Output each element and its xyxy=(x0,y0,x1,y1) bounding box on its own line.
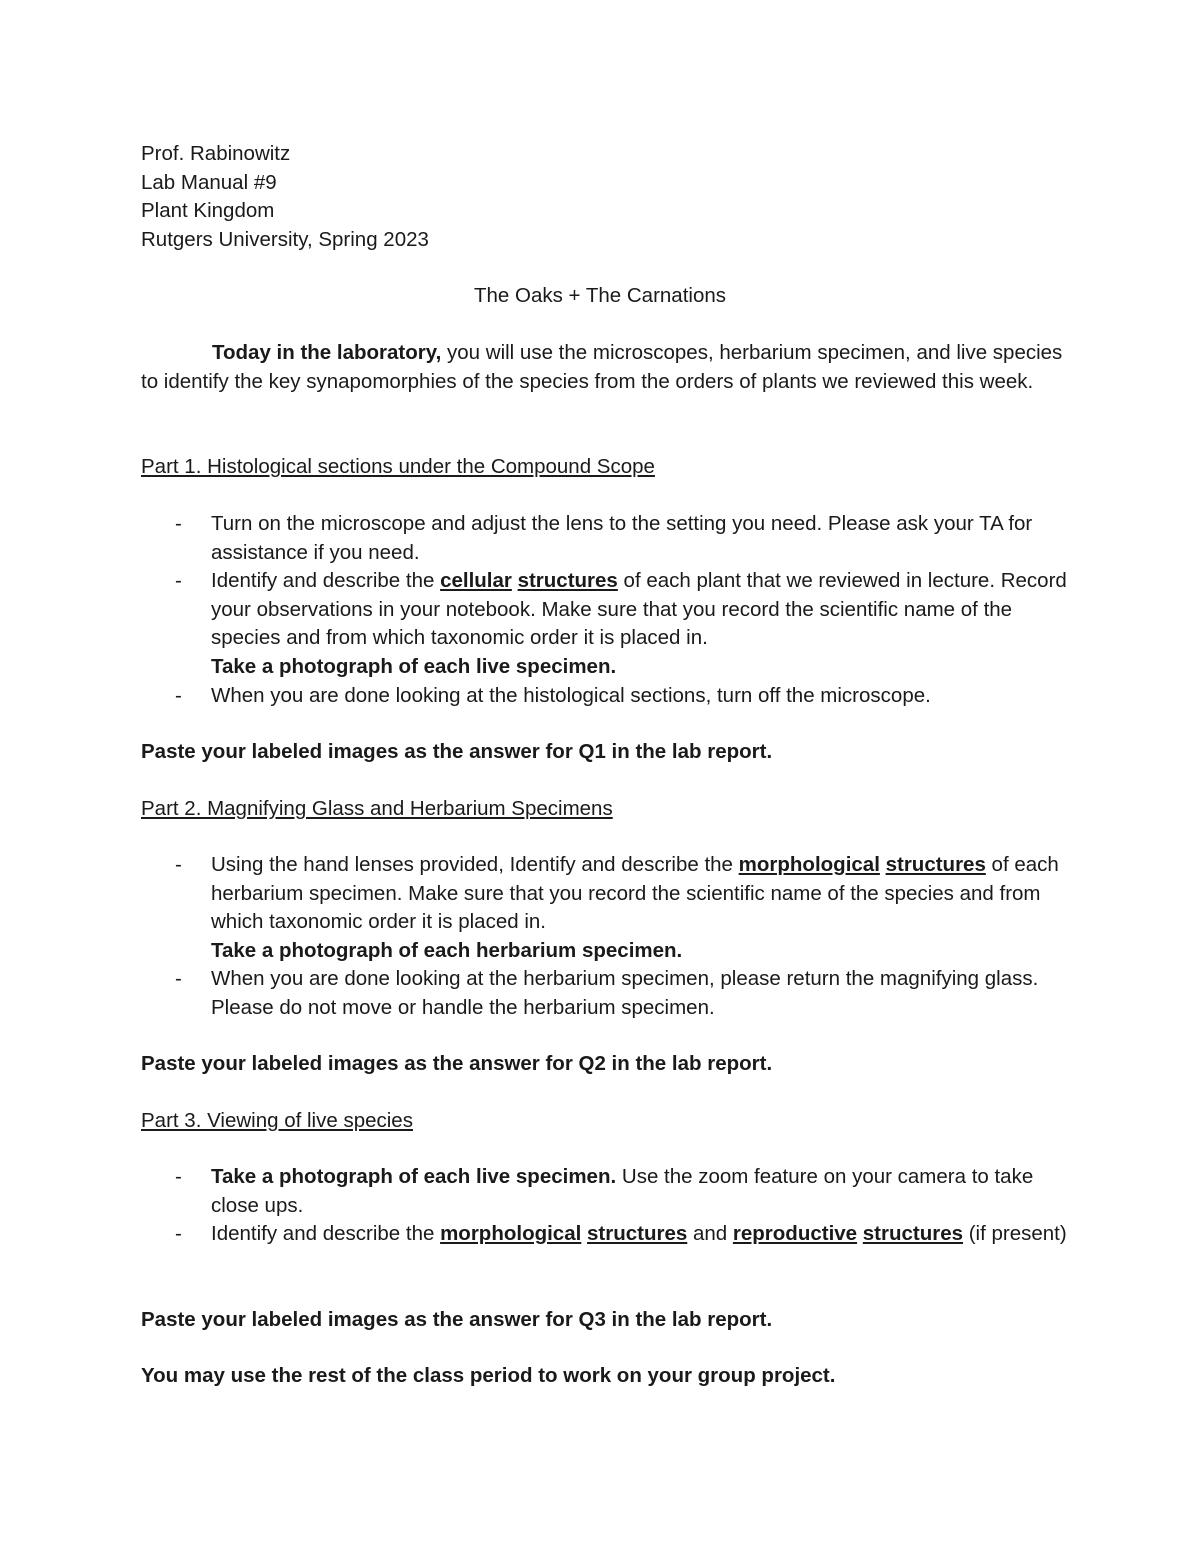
list-item xyxy=(141,1220,1071,1249)
dash-bullet: - xyxy=(175,512,182,535)
part2-item1-pre: Using the hand lenses provided, Identify and describe the xyxy=(211,853,739,876)
dash-bullet: - xyxy=(175,683,182,707)
dash-bullet: - xyxy=(175,569,182,593)
part3-item2-post: (if present) xyxy=(963,1222,1067,1246)
part3-item1-post: Use the zoom feature on your camera to take close ups. xyxy=(211,1165,1034,1217)
part1-list xyxy=(141,510,1071,710)
dash-bullet: - xyxy=(175,1222,182,1246)
document-title: The Oaks + The Carnations xyxy=(473,284,727,307)
intro-lead: Today in the laboratory, xyxy=(212,341,442,364)
list-item xyxy=(141,567,1071,681)
list-item xyxy=(141,510,1071,567)
term-morphological: morphological xyxy=(440,1222,582,1246)
part2-item1-post: of each herbarium specimen. Make sure that you record the scientific name of the species and from which taxonomic order it is placed in. xyxy=(211,853,1059,934)
part1-item3-text: When you are done looking at the histological sections, turn off the microscope. xyxy=(211,683,931,707)
lab-manual-number: Lab Manual #9 xyxy=(141,170,277,194)
term-cellular: cellular xyxy=(440,569,512,593)
dash-bullet: - xyxy=(175,967,182,991)
term-structures: structures xyxy=(587,1222,688,1246)
part3-list xyxy=(141,1163,1071,1249)
part1-heading: Part 1. Histological sections under the Compound Scope xyxy=(141,455,655,478)
term-structures: structures xyxy=(517,569,618,593)
term-reproductive: reproductive xyxy=(732,1222,858,1246)
part1-item2-pre: Identify and describe the xyxy=(211,569,441,593)
part3-item2-mid: and xyxy=(687,1222,733,1246)
part2-paste-instruction: Paste your labeled images as the answer for Q2 in the lab report. xyxy=(141,1052,773,1075)
part2-photo-instruction: Take a photograph of each herbarium specimen. xyxy=(211,938,683,962)
closing-note: You may use the rest of the class period to work on your group project. xyxy=(141,1364,836,1387)
university-term: Rutgers University, Spring 2023 xyxy=(141,227,429,251)
intro-text: you will use the microscopes, herbarium specimen, and live species to identify the key synapomorphies of the species from the orders of plants we reviewed this week. xyxy=(141,341,1063,393)
part1-paste-instruction: Paste your labeled images as the answer for Q1 in the lab report. xyxy=(141,740,773,763)
part1-item1-text: Turn on the microscope and adjust the lens to the setting you need. Please ask your TA for assistance if you need. xyxy=(211,512,1033,564)
term-structures: structures xyxy=(862,1222,964,1246)
part2-list xyxy=(141,851,1071,1023)
term-structures: structures xyxy=(885,853,986,876)
part2-item2-text: When you are done looking at the herbarium specimen, please return the magnifying glass. Please do not move or handle the herbarium specimen. xyxy=(211,967,1039,1019)
dash-bullet: - xyxy=(175,853,182,876)
part1-photo-instruction: Take a photograph of each live specimen. xyxy=(211,654,617,678)
dash-bullet: - xyxy=(175,1165,182,1188)
list-item xyxy=(141,965,1071,1022)
course-topic: Plant Kingdom xyxy=(141,199,275,223)
professor-name: Prof. Rabinowitz xyxy=(141,142,291,165)
part1-item2-post: of each plant that we reviewed in lecture. Record your observations in your notebook. Make sure that you record the scientific name of the species and from which taxonomic order it is placed in. xyxy=(211,569,1067,650)
list-item xyxy=(141,851,1071,965)
intro-paragraph xyxy=(141,339,1071,396)
part3-paste-instruction: Paste your labeled images as the answer for Q3 in the lab report. xyxy=(141,1308,773,1331)
term-morphological: morphological xyxy=(738,853,880,876)
part2-heading: Part 2. Magnifying Glass and Herbarium Specimens xyxy=(141,797,613,820)
part3-photo-instruction: Take a photograph of each live specimen. xyxy=(211,1165,617,1188)
document-header xyxy=(141,140,429,254)
list-item xyxy=(141,1163,1071,1220)
list-item xyxy=(141,682,1071,711)
part3-item2-pre: Identify and describe the xyxy=(211,1222,441,1246)
part3-heading: Part 3. Viewing of live species xyxy=(141,1109,413,1132)
